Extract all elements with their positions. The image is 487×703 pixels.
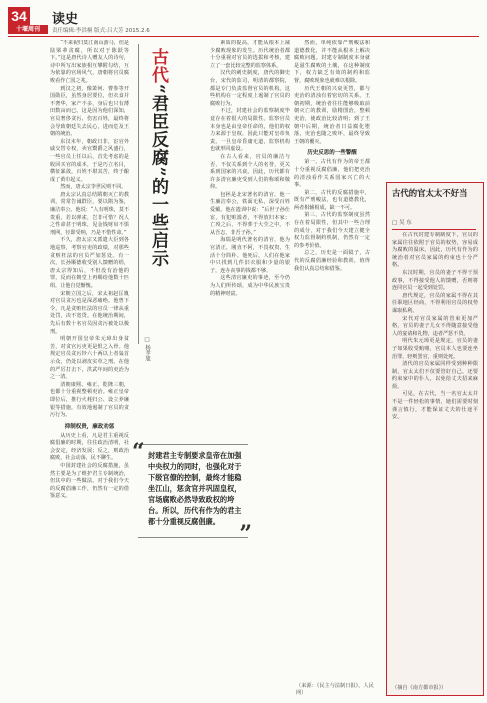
page-header [0,0,487,36]
paragraph: 素质的提高，才能从根本上减少腐败现象的发生。历代统治者都十分重视对官员的选拔和考核，建立了一套比较完整的监察体系。 [210,40,290,69]
paragraph: 明朝开国皇帝朱元璋出身贫苦，对贪官污吏更是恨之入骨。他规定官员贪污钞六十两以上者枭首示众，仍处以剥皮实草之刑。在他的严厉打击下，洪武年间的吏治为之一清。 [50,336,129,381]
paragraph: 不久，唐太宗又派遣大臣到各地巡察，考察官吏的政绩，对那些贪赃枉法的官员严加惩处。有一次，长孙顺德收受别人馈赠的绢，唐太宗得知后，不但没有治他的罪，反而在朝堂上再赐给他数十匹绢，让他自觉惭愧。 [50,237,129,289]
paragraph: 清朝康熙、雍正、乾隆三朝，也都十分重视整顿吏治。雍正皇帝即位后，推行火耗归公、设立养廉银等措施，有效地遏制了官员的贪污行为。 [50,381,129,419]
paragraph: 第三，古代的监察制度虽然存在着局限性，但其中一些合理的成分，对于我们今天建立健全权力监督制约机制，仍然有一定的参考价值。 [294,212,370,249]
paragraph: 第一，古代有作为的帝王都十分重视反腐倡廉，他们把吏治的清浊看作关系国家兴亡的大事。 [294,159,370,189]
paragraph: 不过，封建社会的监察制度毕竟存在着很大的局限性。监察官员本身也是由皇帝任命的，他们的权力来源于皇权，因此只能对皇帝负责。一旦皇帝昏庸无道，监察机构也就形同虚设。 [210,108,290,153]
paragraph: 中国封建社会的反腐措施，虽然主要是为了维护君主专制统治，但其中的一些做法，对于我们今天的反腐倡廉工作，仍然有一定的借鉴意义。 [50,463,129,500]
paragraph: 然而，单纯依靠严刑峻法和道德教化，并不能从根本上解决腐败问题。封建专制制度本身就是滋生腐败的土壤，在这种制度下，权力缺乏有效的制约和监督，腐败现象也就难以根除。 [294,40,370,84]
open-quote-icon: “ [132,439,145,465]
article-column-1 [50,40,129,690]
sidebar-paragraph: 唐代规定，官员的家属不得在其任职地区经商，不得利用官员的权势谋取私利。 [392,292,478,314]
sidebar-paragraph: 在古代封建专制制度下，官员的家属往往依附于官员的权势，容易成为腐败的温床。因此，历代有作为的统治者对官员家属的约束也十分严格。 [392,232,478,269]
paragraph: 第二，古代的反腐措施中，既有严刑峻法，也有道德教化，两者相辅相成，缺一不可。 [294,189,370,211]
sidebar-paragraph: 明代朱元璋更是规定，官员的妻子如果收受贿赂，官员本人也要连坐治罪，轻则罢官，重则处死。 [392,338,478,360]
sidebar-paragraph: 清代的官员家属同样受到种种限制，官太太们不仅要管好自己，还要约束家中的仆人，以免给丈夫招来麻烦。 [392,361,478,390]
paragraph: “不来祝归莫江南山游马，但是陆梁辈贪腐，所以对于陈跃等下。”这是唐代诗人赠友人的诗句，诗中所写出家族相互攀附勾结，互为依靠的官场风气，唐朝将官员腐败看作亡国之兆。 [50,40,129,84]
article-column-3 [210,40,290,690]
paragraph: 这些清官廉吏的事迹，至今仍为人们所传颂，成为中华民族宝贵的精神财富。 [210,275,290,297]
sidebar-column [392,232,478,690]
paragraph: 然而，唐太宗李世民则不同。 [60,184,127,191]
publication-brand: 十堰周刊 [8,25,48,34]
pull-quote-text: 封建君主专制要求皇帝在加强中央权力的同时，也强化对于下级官僚的控制，最终才能稳坐江山，惩贪官并巩固皇权，官场腐败必然导致政权的垮台。所以，历代有作为的君主都十分重视反腐倡廉。 [148,451,242,526]
section-heading-2: 历史反思的一些警醒 [307,150,357,157]
paragraph: 在古人看来，官员的廉洁与否，不仅关系到个人的名誉，更关系到国家的兴衰。因此，历代都有许多清官廉吏受到人们的称颂和敬仰。 [210,153,290,191]
paragraph: 唐太宗认真总结隋朝灭亡的教训，常常告诫群臣，要以隋为鉴，廉洁奉公。他说：“人有明珠，莫不贵重，若以弹雀，岂非可惜？况人之性命甚于明珠，见金钱财帛不惧刑网，径即受纳，乃是不惜性命。” [50,191,129,236]
sidebar-paragraph: 宋代对官员家属的管束更加严格，官员的妻子儿女不得随意接受他人的宴请和礼物，违者严惩不贷。 [392,315,478,337]
sidebar-title: 古代的官太太不好当 [392,188,468,198]
sidebar-rule [392,229,476,230]
paragraph: 从历史上看，凡是君主重视反腐倡廉的时期，往往政治清明，社会安定，经济发展；反之，则政治腐败，社会动荡，民不聊生。 [50,432,129,462]
header-rule [8,36,479,37]
paragraph: 总之，历史是一面镜子，古代的反腐倡廉经验和教训，值得我们认真总结和借鉴。 [294,250,370,272]
sidebar-paragraph: 东汉时期，官员的妻子不得干预政事，不得接受他人的馈赠，否则将连同官员一起受到处罚。 [392,269,478,292]
paragraph: 到汉之初，像萧何、曹参等开国勋臣，虽然身居要位，但衣食并不奢华，家产不多，身后也只有薄田数亩而已。这是因为他们深知，官员奢侈贪污、伤害百姓，最终将会导致朝廷失去民心，进而危及王朝的统治。 [50,85,129,138]
paragraph: 包拯是北宋著名的清官，他一生廉洁奉公，铁面无私，深受百姓爱戴。他在遗训中说：“后世子孙仕宦，有犯赃滥者，不得放归本家；亡殁之后，不得葬于大茔之中。不从吾志，非吾子孙。” [210,191,290,236]
paragraph: 汉代的刺史制度，唐代的御史台，宋代的监司，明清的都察院，都是专门负责监督官员的机构。这些机构在一定程度上遏制了官员的腐败行为。 [210,70,290,107]
article-column-4 [294,40,370,690]
paragraph: 宋朝立国之后，宋太祖赵匡胤对官员贪污也是深恶痛绝。他曾下令，凡是贪赃枉法的官员一律从重处罚，决不宽贷。在他统治期间，先后有数十名官员因贪污被处以极刑。 [50,290,129,335]
sidebar-paragraph: 可见，在古代，当一名官太太并不是一件轻松的事情，她们需要时刻谨言慎行，才能保证丈夫的仕途平安。 [392,391,478,421]
article-title-red: 古代 [148,48,168,84]
sidebar-source: （摘自《南方都市报》） [392,685,447,691]
paragraph: 东汉末年，朝政日非，宦官外戚交替专权，卖官鬻爵之风盛行，一些官员上任以后，首先考虑的是收回买官的成本，于是巧立名目，横征暴敛，百姓不堪其苦，终于酿成了黄巾起义。 [50,138,129,183]
article-title [139,48,169,268]
page-number: 34 [8,7,30,25]
column-title: 读史 [52,12,79,27]
close-quote-icon: ” [239,521,252,547]
editor-credits: 责任编辑:李洪桐 版式:吕大芳 2015.2.6 [52,28,150,34]
section-heading-1: 抑制权贵，廉政劝惩 [64,423,115,430]
article-source: （来源：《民主与法制日报》，人民网） [296,683,374,696]
sidebar-author: □ 吴 东 [392,220,412,226]
article-title-rest: “君臣反腐”的一些启示 [148,84,168,268]
paragraph: 海瑞是明代著名的清官，他为官清正，刚直不阿，不畏权贵，生活十分简朴。他死后，人们在他家中只找到几件旧衣服和少量的银子，连办丧事的钱都不够。 [210,237,290,274]
article-author: □ 杨孝旭 [144,337,150,362]
paragraph: 历代王朝的兴衰更替，都与吏治的清浊有着密切的关系。王朝初期，统治者往往能够吸取前朝灭亡的教训，励精图治，整顿吏治，使政治比较清明；到了王朝中后期，统治者日益腐化堕落，吏治也随之败坏，最终导致王朝的覆灭。 [294,85,370,145]
